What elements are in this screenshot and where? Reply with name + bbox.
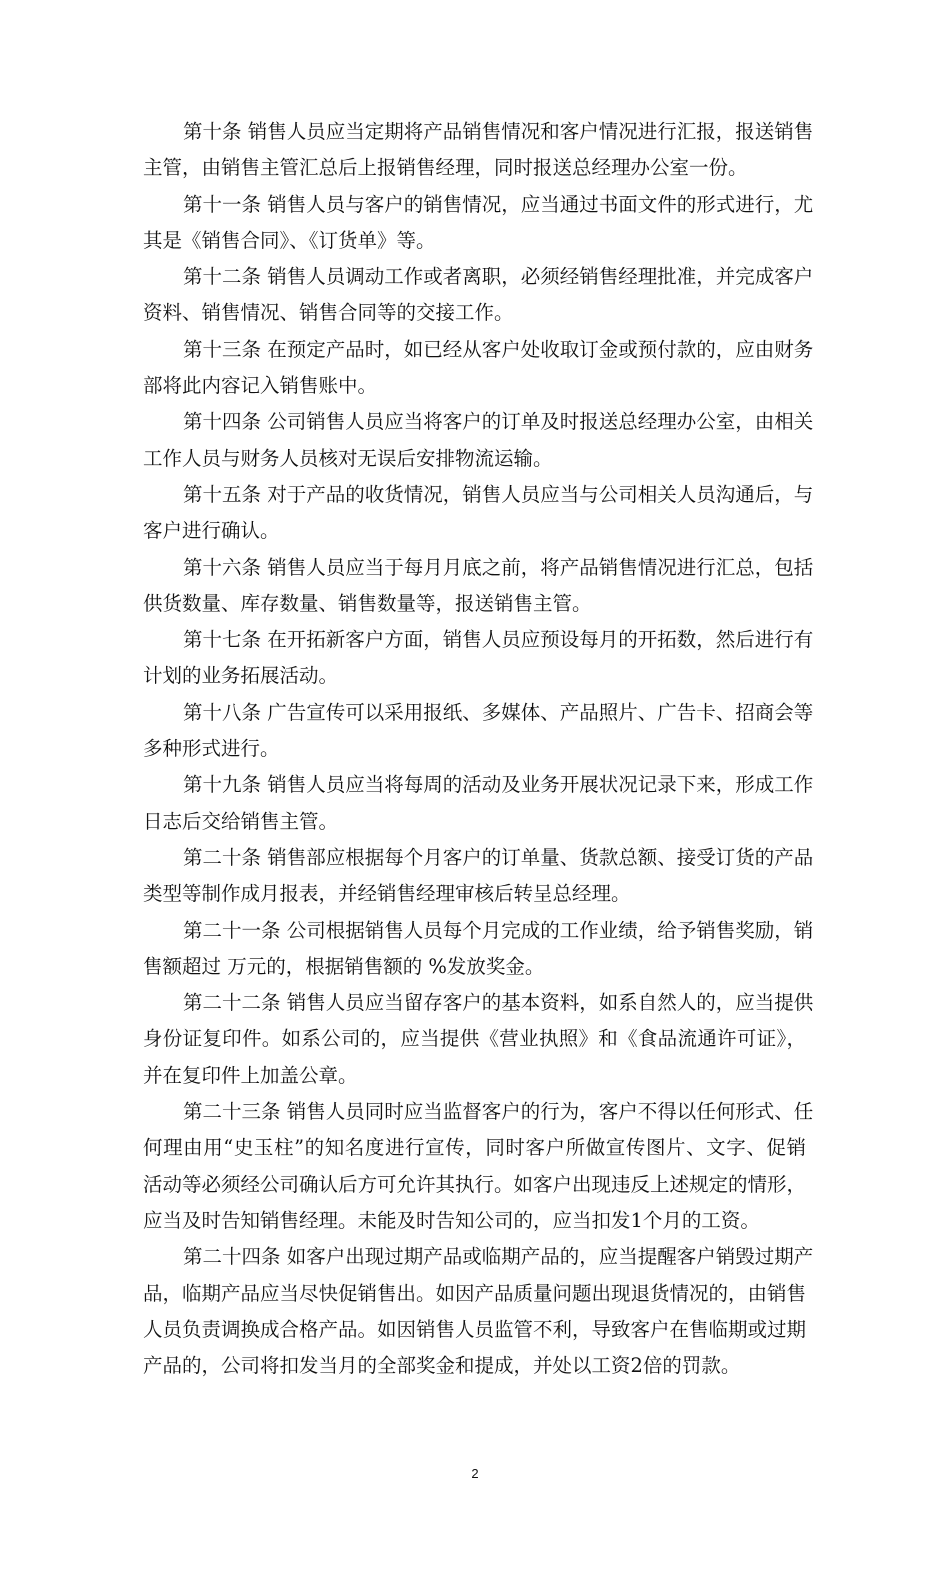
- text-line: 第二十条 销售部应根据每个月客户的订单量、货款总额、接受订货的产品: [183, 845, 814, 869]
- text-line: 产品的，公司将扣发当月的全部奖金和提成，并处以工资2倍的罚款。: [143, 1354, 741, 1378]
- paragraph: [143, 767, 814, 840]
- text-line: 客户进行确认。: [143, 519, 280, 543]
- text-line: 第十二条 销售人员调动工作或者离职，必须经销售经理批准，并完成客户: [183, 265, 814, 289]
- paragraph: [143, 985, 814, 1094]
- page-number: 2: [471, 1466, 479, 1481]
- text-line: 第二十一条 公司根据销售人员每个月完成的工作业绩，给予销售奖励，销: [183, 918, 814, 942]
- text-line: 第二十四条 如客户出现过期产品或临期产品的，应当提醒客户销毁过期产: [183, 1245, 814, 1269]
- text-line: 第二十三条 销售人员同时应当监督客户的行为，客户不得以任何形式、任: [183, 1100, 814, 1124]
- paragraph: [143, 259, 814, 332]
- paragraph: [143, 622, 814, 695]
- text-line: 主管，由销售主管汇总后上报销售经理，同时报送总经理办公室一份。: [143, 156, 748, 180]
- text-line: 第十八条 广告宣传可以采用报纸、多媒体、产品照片、广告卡、招商会等: [183, 700, 814, 724]
- text-line: 品，临期产品应当尽快促销售出。如因产品质量问题出现退货情况的，由销售: [143, 1281, 807, 1305]
- text-line: 计划的业务拓展活动。: [143, 664, 339, 688]
- text-line: 售额超过 万元的，根据销售额的 %发放奖金。: [143, 954, 545, 978]
- text-line: 活动等必须经公司确认后方可允许其执行。如客户出现违反上述规定的情形，: [143, 1172, 807, 1196]
- text-line: 第十三条 在预定产品时，如已经从客户处收取订金或预付款的，应由财务: [183, 337, 814, 361]
- text-line: 第二十二条 销售人员应当留存客户的基本资料，如系自然人的，应当提供: [183, 991, 814, 1015]
- text-line: 第十九条 销售人员应当将每周的活动及业务开展状况记录下来，形成工作: [183, 773, 814, 797]
- paragraph: [143, 1239, 814, 1384]
- text-line: 第十六条 销售人员应当于每月月底之前，将产品销售情况进行汇总，包括: [183, 555, 814, 579]
- document-body: [143, 114, 814, 1384]
- text-line: 供货数量、库存数量、销售数量等，报送销售主管。: [143, 591, 592, 615]
- text-line: 工作人员与财务人员核对无误后安排物流运输。: [143, 446, 553, 470]
- paragraph: [143, 404, 814, 477]
- text-line: 人员负责调换成合格产品。如因销售人员监管不利，导致客户在售临期或过期: [143, 1317, 807, 1341]
- text-line: 日志后交给销售主管。: [143, 809, 339, 833]
- text-line: 第十四条 公司销售人员应当将客户的订单及时报送总经理办公室，由相关: [183, 410, 814, 434]
- text-line: 并在复印件上加盖公章。: [143, 1063, 358, 1087]
- paragraph: [143, 477, 814, 550]
- paragraph: [143, 332, 814, 405]
- text-line: 其是《销售合同》、《订货单》等。: [143, 228, 436, 252]
- text-line: 第十七条 在开拓新客户方面，销售人员应预设每月的开拓数，然后进行有: [183, 628, 814, 652]
- text-line: 第十五条 对于产品的收货情况，销售人员应当与公司相关人员沟通后，与: [183, 482, 814, 506]
- paragraph: [143, 840, 814, 913]
- paragraph: [143, 1094, 814, 1239]
- text-line: 应当及时告知销售经理。未能及时告知公司的，应当扣发1个月的工资。: [143, 1208, 760, 1232]
- paragraph: [143, 187, 814, 260]
- text-line: 身份证复印件。如系公司的，应当提供《营业执照》和《食品流通许可证》，: [143, 1027, 806, 1051]
- text-line: 类型等制作成月报表，并经销售经理审核后转呈总经理。: [143, 882, 631, 906]
- text-line: 多种形式进行。: [143, 737, 280, 761]
- text-line: 第十一条 销售人员与客户的销售情况，应当通过书面文件的形式进行，尤: [183, 192, 814, 216]
- paragraph: [143, 114, 814, 187]
- text-line: 部将此内容记入销售账中。: [143, 374, 378, 398]
- paragraph: [143, 695, 814, 768]
- text-line: 资料、销售情况、销售合同等的交接工作。: [143, 301, 514, 325]
- paragraph: [143, 550, 814, 623]
- text-line: 第十条 销售人员应当定期将产品销售情况和客户情况进行汇报，报送销售: [183, 120, 814, 143]
- text-line: 何理由用“史玉柱”的知名度进行宣传，同时客户所做宣传图片、文字、促销: [143, 1136, 806, 1160]
- paragraph: [143, 913, 814, 986]
